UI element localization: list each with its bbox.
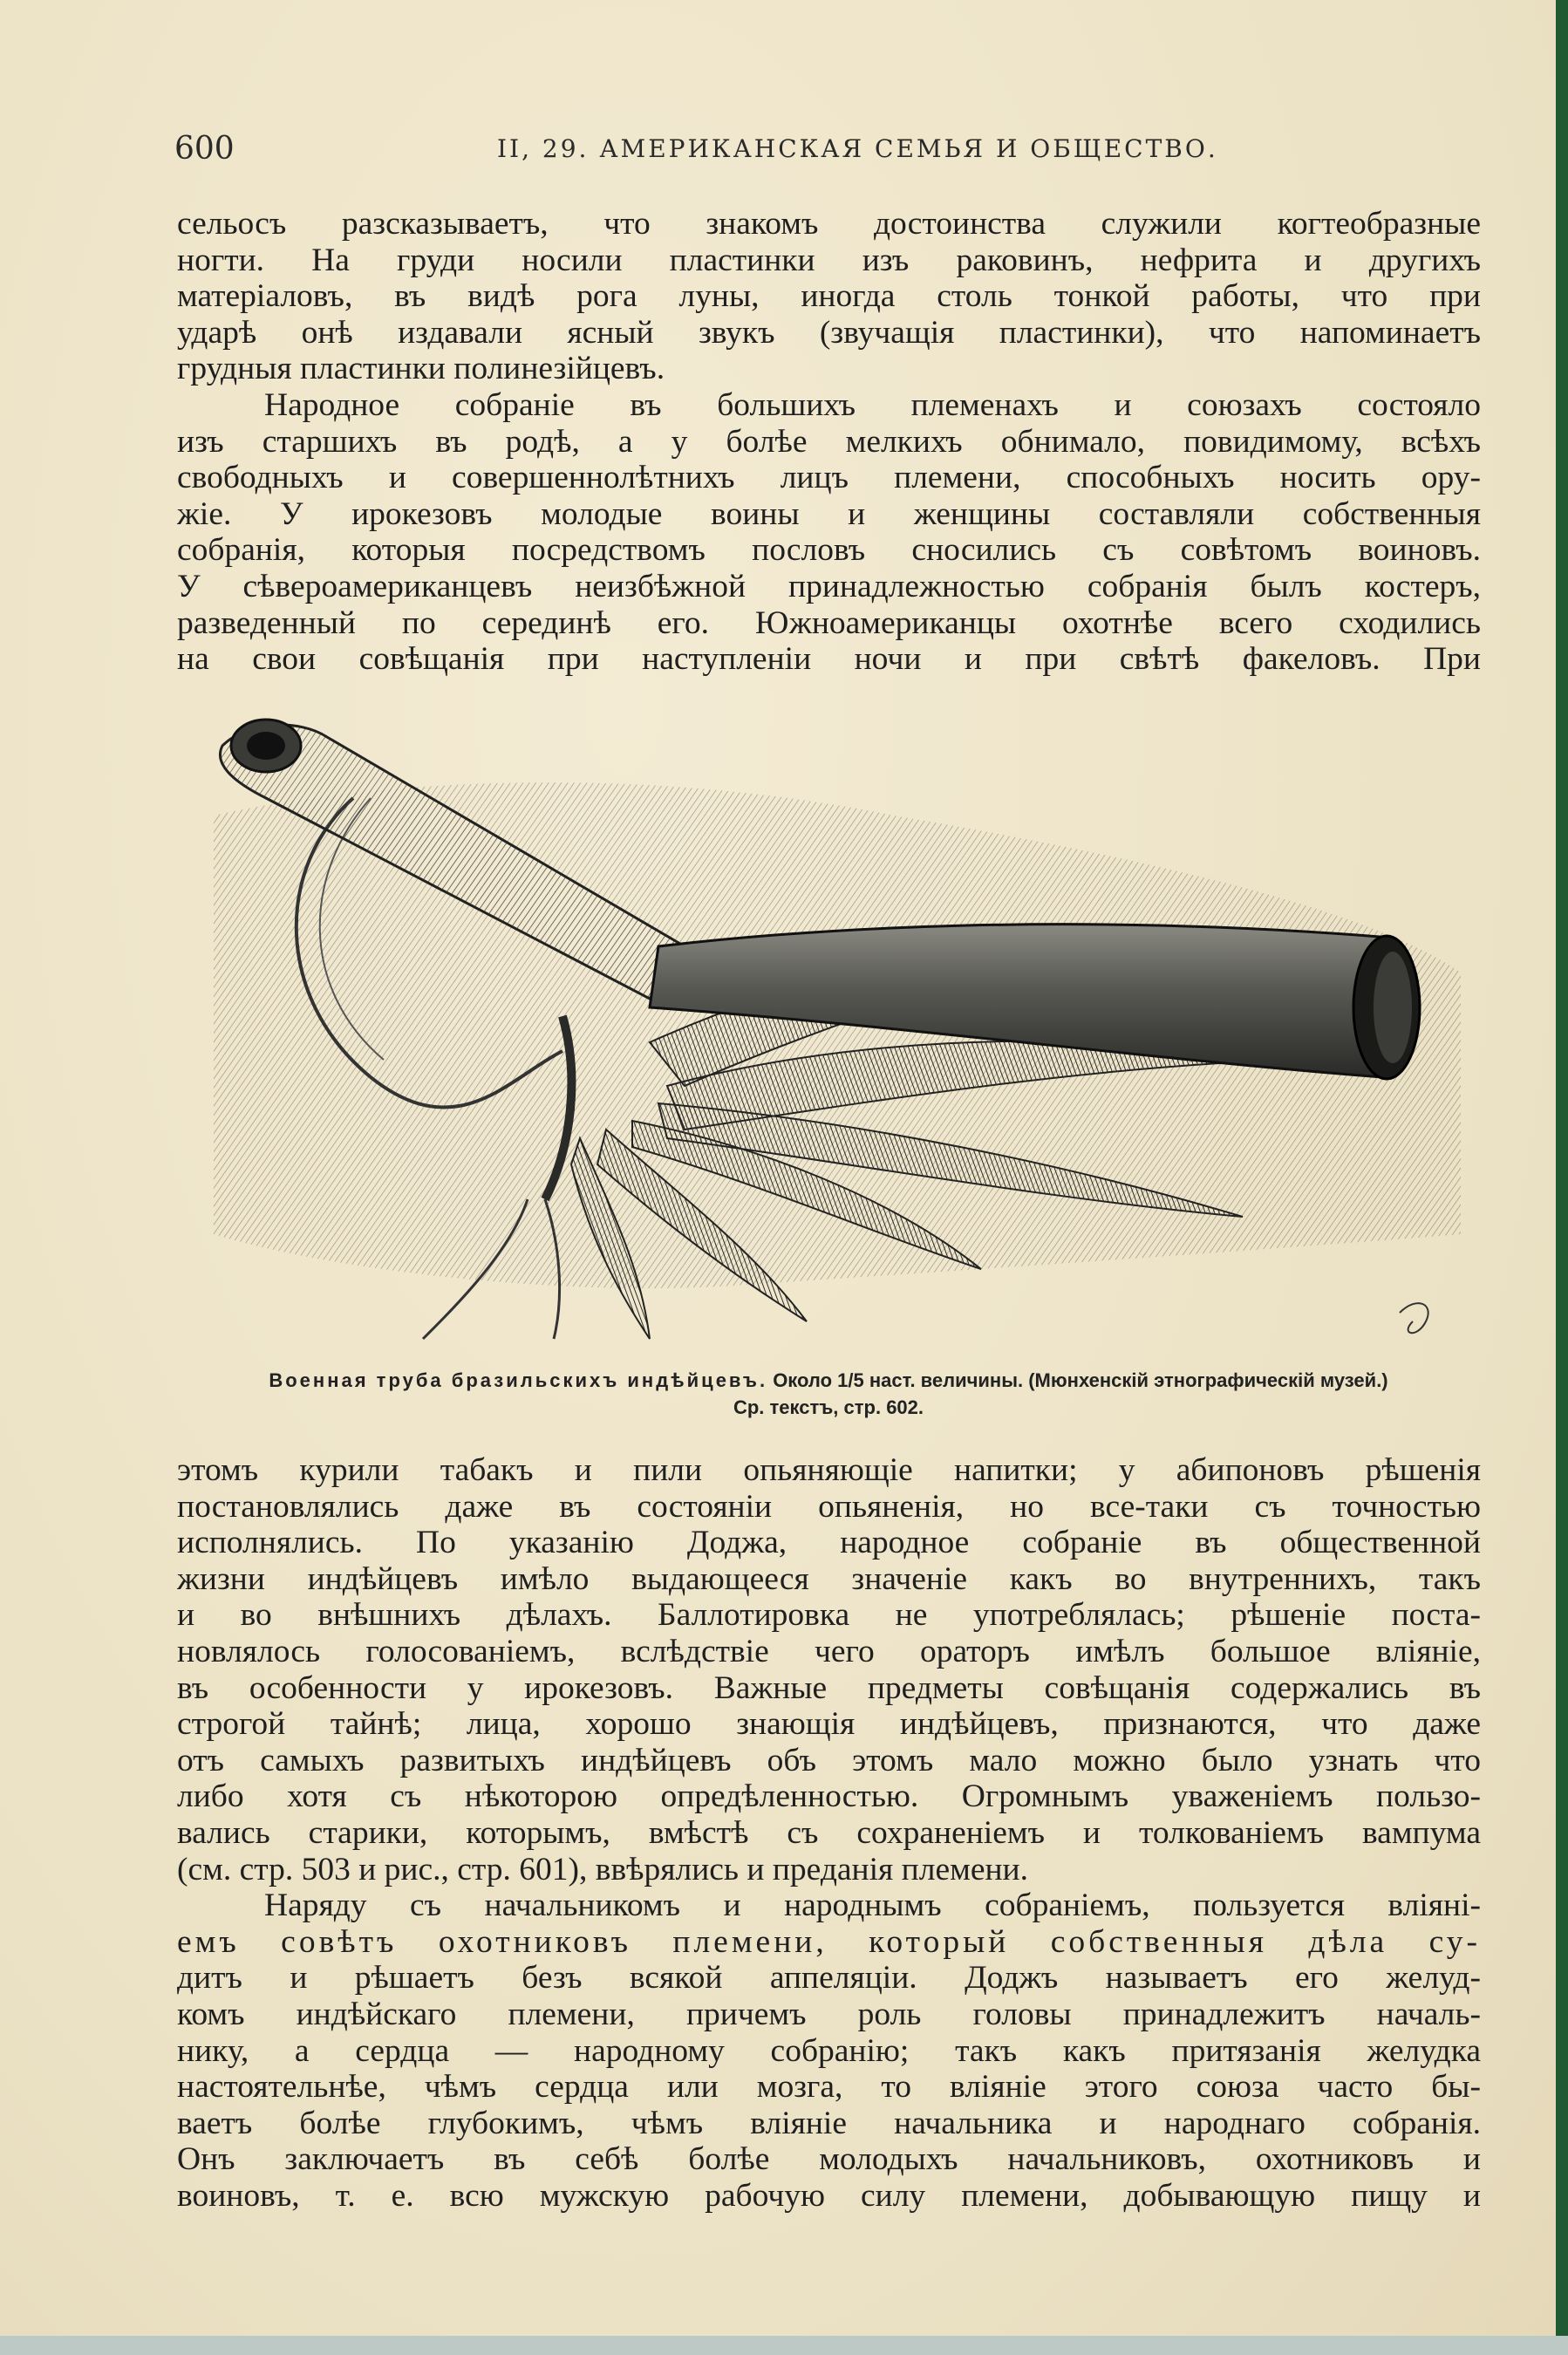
caption-ref: Ср. текстъ, стр. 602. [733, 1396, 924, 1418]
text-line: жизни индѣйцевъ имѣло выдающееся значеніе какъ во внутреннихъ, такъ [177, 1560, 1481, 1597]
text-line: (см. стр. 503 и рис., стр. 601), ввѣрялись и преданія племени. [177, 1851, 1028, 1887]
text-line: Онъ заключаетъ въ себѣ болѣе молодыхъ начальниковъ, охотниковъ и [177, 2141, 1481, 2178]
scan-bottom-edge [0, 2336, 1568, 2355]
text-line: строгой тайнѣ; лица, хорошо знающія индѣйцевъ, признаются, что даже [177, 1706, 1481, 1743]
text-line: изъ старшихъ въ родѣ, а у болѣе мелкихъ обнимало, повидимому, всѣхъ [177, 423, 1481, 460]
caption-details: Около 1/5 наст. величины. (Мюнхенскій этнографическій музей.) [773, 1369, 1388, 1391]
text-line: настоятельнѣе, чѣмъ сердца или мозга, то вліяніе этого союза часто бы- [177, 2069, 1481, 2106]
text-line: въ особенности у ирокезовъ. Важные предметы совѣщанія содержались въ [177, 1669, 1481, 1706]
text-line: вались старики, которымъ, вмѣстѣ съ сохраненіемъ и толкованіемъ вампума [177, 1814, 1481, 1851]
figure-caption [174, 1367, 1483, 1421]
text-line: жіе. У ирокезовъ молодые воины и женщины составляли собственныя [177, 495, 1481, 532]
caption-line [174, 1367, 1483, 1394]
page-edge [1556, 0, 1568, 2355]
text-line: грудныя пластинки полинезійцевъ. [177, 351, 665, 387]
text-line: сельосъ разсказываетъ, что знакомъ достоинства служили когтеобразные [177, 206, 1481, 242]
text-line: и во внѣшнихъ дѣлахъ. Баллотировка не употреблялась; рѣшеніе поста- [177, 1597, 1481, 1634]
page-header [174, 131, 1483, 174]
text-block-top [177, 206, 1481, 678]
text-line: постановлялись даже въ состояніи опьяненія, но все-таки съ точностью [177, 1488, 1481, 1525]
text-line: ваетъ болѣе глубокимъ, чѣмъ вліяніе начальника и народнаго собранія. [177, 2105, 1481, 2141]
text-line: на свои совѣщанія при наступленіи ночи и при свѣтѣ факеловъ. При [177, 641, 1481, 678]
text-line: нику, а сердца — народному собранію; такъ какъ притязанія желудка [177, 2032, 1481, 2069]
text-line: свободныхъ и совершеннолѣтнихъ лицъ племени, способныхъ носить ору- [177, 460, 1481, 496]
text-line: этомъ курили табакъ и пили опьяняющіе напитки; у абипоновъ рѣшенія [177, 1452, 1481, 1488]
text-line: отъ самыхъ развитыхъ индѣйцевъ объ этомъ мало можно было узнать что [177, 1742, 1481, 1778]
text-line: емъ совѣтъ охотниковъ племени, который собственныя дѣла су- [177, 1923, 1481, 1960]
text-line: либо хотя съ нѣкоторою опредѣленностью. Огромнымъ уваженіемъ пользо- [177, 1778, 1481, 1815]
text-line: исполнялись. По указанію Доджа, народное собраніе въ общественной [177, 1525, 1481, 1561]
text-line: Народное собраніе въ большихъ племенахъ и союзахъ состояло [264, 386, 1481, 423]
text-line: новлялось голосованіемъ, вслѣдствіе чего ораторъ имѣлъ большое вліяніе, [177, 1633, 1481, 1669]
text-line: дитъ и рѣшаетъ безъ всякой аппеляціи. Доджъ называетъ его желуд- [177, 1960, 1481, 1997]
caption-title: Военная труба бразильскихъ индѣйцевъ. [269, 1369, 768, 1391]
text-line: воиновъ, т. е. всю мужскую рабочую силу племени, добывающую пищу и [177, 2177, 1481, 2214]
text-line: разведенный по серединѣ его. Южноамериканцы охотнѣе всего сходились [177, 604, 1481, 641]
text-line: ногти. На груди носили пластинки изъ раковинъ, нефрита и другихъ [177, 242, 1481, 278]
running-head: II, 29. АМЕРИКАНСКАЯ СЕМЬЯ И ОБЩЕСТВО. [497, 134, 1218, 163]
text-line: комъ индѣйскаго племени, причемъ роль головы принадлежитъ началь- [177, 1996, 1481, 2032]
war-trumpet-illustration [196, 711, 1478, 1356]
text-line: Наряду съ начальникомъ и народнымъ собраніемъ, пользуется вліяні- [264, 1887, 1481, 1924]
text-block-bottom [177, 1452, 1481, 2214]
text-line: ударѣ онѣ издавали ясный звукъ (звучащія пластинки), что напоминаетъ [177, 314, 1481, 351]
page-number: 600 [174, 131, 235, 167]
text-line: У сѣвероамериканцевъ неизбѣжной принадлежностью собранія былъ костеръ, [177, 568, 1481, 604]
text-line: матеріаловъ, въ видѣ рога луны, иногда столь тонкой работы, что при [177, 278, 1481, 315]
text-line: собранія, которыя посредствомъ пословъ сносились съ совѣтомъ воиновъ. [177, 532, 1481, 569]
